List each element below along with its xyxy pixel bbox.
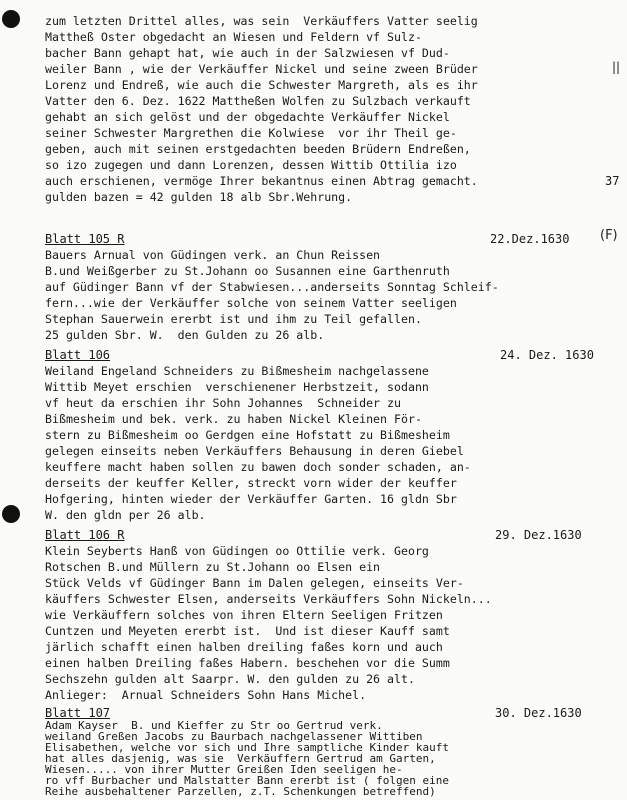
text-line: Sechszehn gulden alt Saarpr. W. den gulden zu 26 alt. — [45, 672, 415, 686]
text-line: stern zu Bißmesheim oo Gerdgen eine Hofstatt zu Bißmesheim — [45, 428, 450, 442]
text-line: Mattheß Oster obgedacht an Wiesen und Feldern vf Sulz- — [45, 30, 422, 44]
text-line: zum letzten Drittel alles, was sein Verkäuffers Vatter seelig — [45, 14, 478, 28]
text-line: so izo zugegen und dann Lorenzen, dessen Wittib Ottilia izo — [45, 158, 457, 172]
text-line: gehabt an sich gelöst und der obgedachte Verkäuffer Nickel — [45, 110, 450, 124]
punch-hole-middle — [2, 505, 20, 523]
punch-hole-top — [2, 10, 20, 28]
entry-date: 30. Dez.1630 — [495, 706, 582, 720]
text-line: ro vff Burbacher und Malstatter Bann ererbt ist ( folgen eine — [45, 774, 449, 787]
text-line: Reihe ausbehaltener Parzellen, z.T. Schenkungen betreffend) — [45, 785, 436, 798]
entry-date: 22.Dez.1630 — [490, 232, 570, 246]
text-line: geben, auch mit seinen erstgedachten beeden Brüdern Endreßen, — [45, 142, 471, 156]
text-line: Hofgering, hinten wieder der Verkäuffer Garten. 16 gldn Sbr — [45, 492, 457, 506]
text-line: gulden bazen = 42 gulden 18 alb Sbr.Wehrung. — [45, 190, 353, 204]
text-line: bacher Bann gehapt hat, wie auch in der Salzwiesen vf Dud- — [45, 46, 450, 60]
text-line: fern...wie der Verkäuffer solche von seinem Vatter seeligen — [45, 296, 457, 310]
text-line: Stück Velds vf Güdinger Bann im Dalen gelegen, einseits Ver- — [45, 576, 464, 590]
text-line: derseits der keuffer Keller, streckt vorn wider der keuffer — [45, 476, 457, 490]
text-line: Stephan Sauerwein ererbt ist und ihm zu Teil gefallen. — [45, 312, 422, 326]
text-line: Weiland Engeland Schneiders zu Bißmesheim nachgelassene — [45, 364, 429, 378]
text-line: Cuntzen und Meyeten ererbt ist. Und ist dieser Kauff samt — [45, 624, 450, 638]
margin-number: 37 — [605, 174, 620, 188]
text-line: keuffere macht haben sollen zu bawen doch sonder schaden, an- — [45, 460, 471, 474]
entry-heading: Blatt 106 R — [45, 528, 125, 542]
text-line: vf heut da erschien ihr Sohn Johannes Schneider zu — [45, 396, 401, 410]
text-line: einen halben Dreiling faßes Habern. beschehen vor die Summ — [45, 656, 450, 670]
entry-heading: Blatt 106 — [45, 348, 111, 362]
text-line: W. den gldn per 26 alb. — [45, 508, 206, 522]
text-line: Wiesen..... von ihrer Mutter Greißen Iden seeligen he- — [45, 763, 403, 776]
text-line: 25 gulden Sbr. W. den Gulden zu 26 alb. — [45, 328, 325, 342]
circled-f-mark: (F) — [600, 228, 618, 243]
text-line: Bauers Arnual von Güdingen verk. an Chun Reissen — [45, 248, 381, 262]
text-line: Vatter den 6. Dez. 1622 Mattheßen Wolfen zu Sulzbach verkauft — [45, 94, 471, 108]
text-line: järlich schafft einen halben dreiling faßes korn und auch — [45, 640, 443, 654]
text-line: weiler Bann , wie der Verkäuffer Nickel und seine zween Brüder — [45, 62, 478, 76]
text-line: gelegen einseits neben Verkäuffers Behausung in deren Giebel — [45, 444, 464, 458]
text-line: B.und Weißgerber zu St.Johann oo Susannen eine Garthenruth — [45, 264, 450, 278]
text-line: weiland Greßen Jacobs zu Baurbach nachgelassener Wittiben — [45, 730, 423, 743]
entry-heading: Blatt 107 — [45, 706, 111, 720]
text-line: Bißmesheim und bek. verk. zu haben Nickel Kleinen För- — [45, 412, 422, 426]
entry-date: 24. Dez. 1630 — [500, 348, 594, 362]
text-line: auch erschienen, vermöge Ihrer bekantnus einen Abtrag gemacht. — [45, 174, 478, 188]
entry-heading: Blatt 105 R — [45, 232, 125, 246]
text-line: Rotschen B.und Müllern zu St.Johann oo Elsen ein — [45, 560, 381, 574]
text-line: auf Güdinger Bann vf der Stabwiesen...anderseits Sonntag Schleif- — [45, 280, 499, 294]
text-line: wie Verkäuffern solches von ihren Eltern Seeligen Fritzen — [45, 608, 443, 622]
margin-bracket-mark: || — [612, 60, 621, 74]
text-line: Adam Kayser B. und Kieffer zu Str oo Gertrud verk. — [45, 719, 383, 732]
text-line: Wittib Meyet erschien verschienener Herbstzeit, sodann — [45, 380, 429, 394]
entry-date: 29. Dez.1630 — [495, 528, 582, 542]
text-line: Klein Seyberts Hanß von Güdingen oo Ottilie verk. Georg — [45, 544, 429, 558]
text-line: käuffers Schwester Elsen, anderseits Verkäuffers Sohn Nickeln... — [45, 592, 492, 606]
text-line: Lorenz und Endreß, wie auch die Schwester Margreth, als es ihr — [45, 78, 478, 92]
text-line: seiner Schwester Margrethen die Kolwiese vor ihr Theil ge- — [45, 126, 457, 140]
text-line: Anlieger: Arnual Schneiders Sohn Hans Michel. — [45, 688, 367, 702]
text-line: Elisabethen, welche vor sich und Ihre samptliche Kinder kauft — [45, 741, 449, 754]
text-line: hat alles dasjenig, was sie Verkäuffern Gertrud am Garten, — [45, 752, 436, 765]
